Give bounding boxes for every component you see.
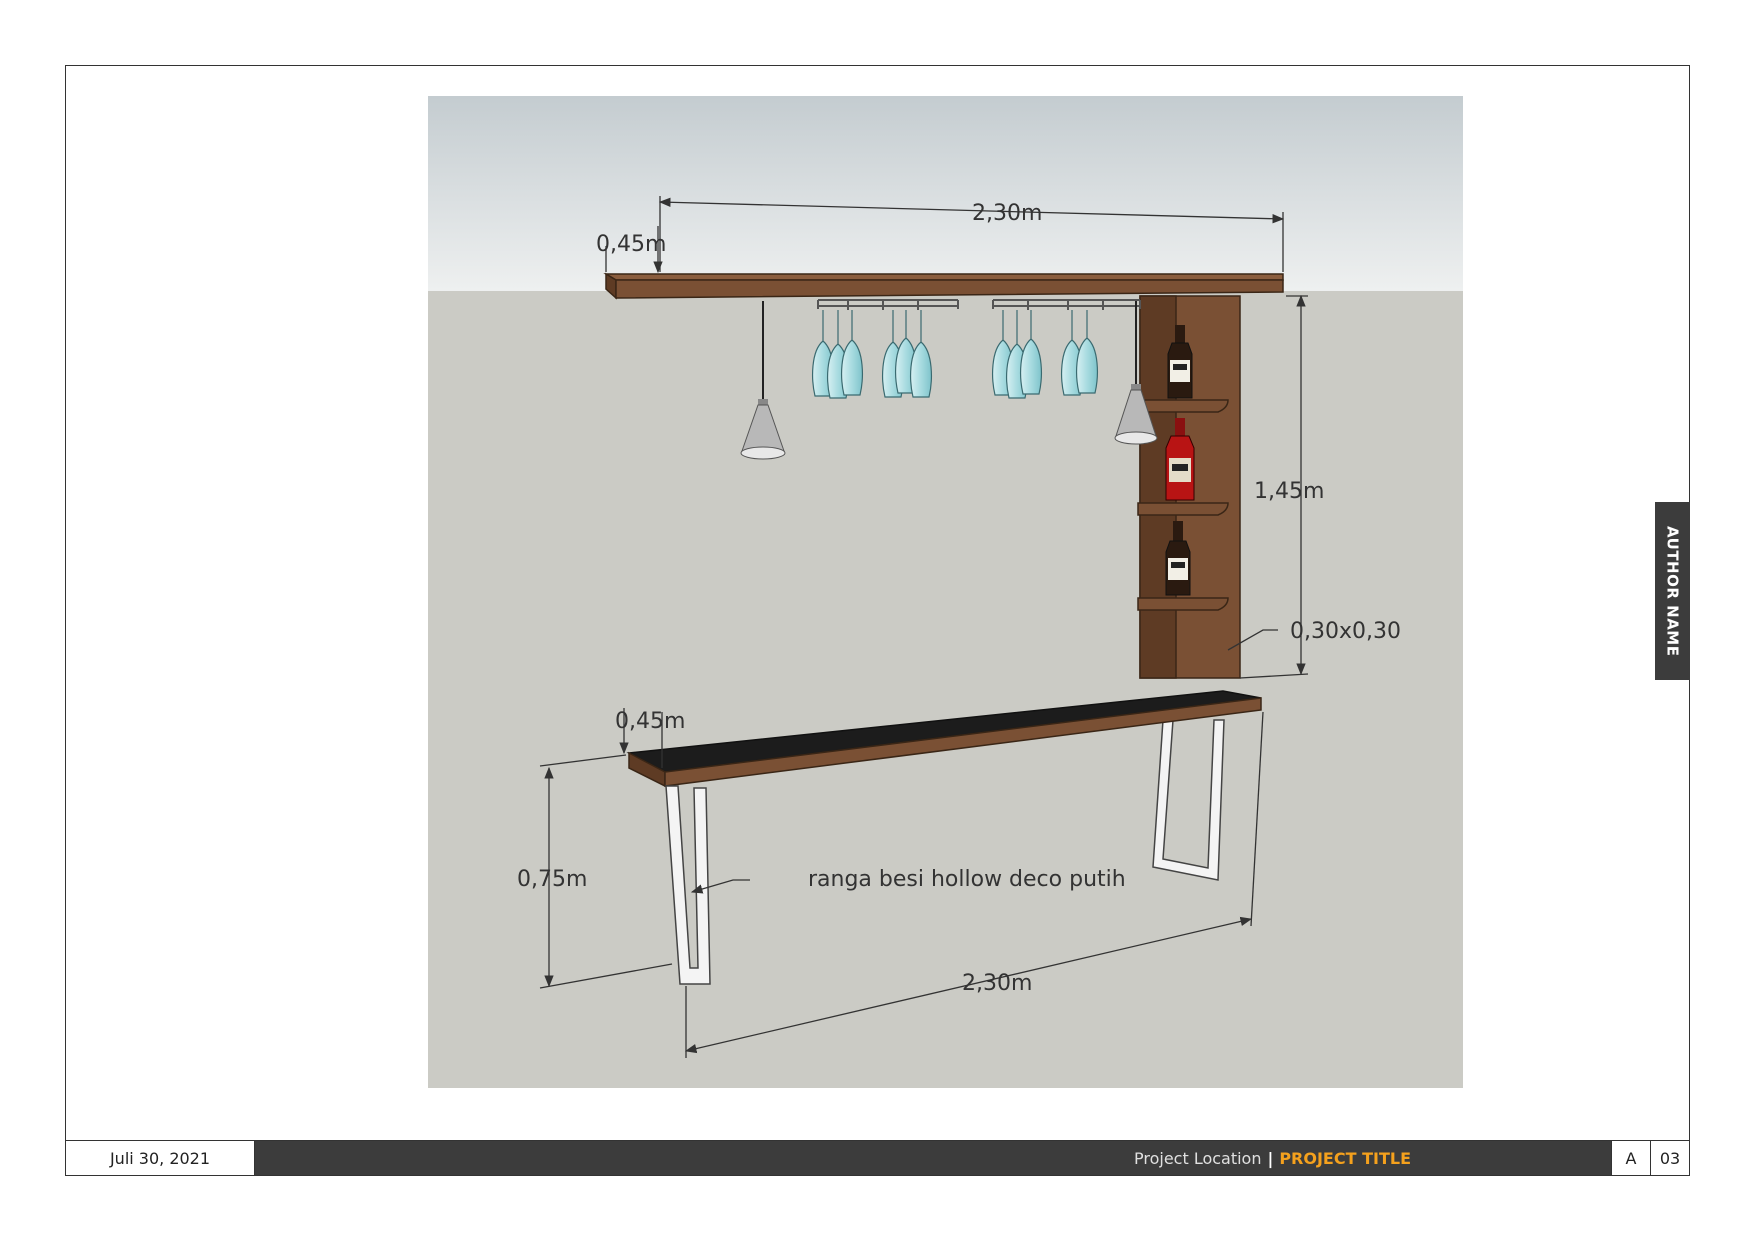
dim-table-depth: 0,45m	[615, 709, 686, 734]
render-viewport	[428, 96, 1463, 1088]
sheet-series: A	[1611, 1141, 1650, 1175]
project-title: PROJECT TITLE	[1279, 1148, 1411, 1168]
dim-table-height: 0,75m	[517, 867, 588, 892]
dim-table-length: 2,30m	[962, 971, 1033, 996]
frame-annotation: ranga besi hollow deco putih	[808, 867, 1126, 892]
dim-column-section: 0,30x0,30	[1290, 619, 1401, 644]
dim-top-length: 2,30m	[972, 201, 1043, 226]
project-location: Project Location	[1133, 1148, 1262, 1168]
title-block	[65, 1140, 1690, 1176]
project-info	[255, 1141, 1611, 1175]
author-name: AUTHOR NAME	[1663, 525, 1682, 657]
date-cell: Juli 30, 2021	[66, 1141, 255, 1175]
dim-top-depth: 0,45m	[596, 232, 667, 257]
wall-background	[428, 291, 1463, 1088]
sky-background	[428, 96, 1463, 291]
dim-column-height: 1,45m	[1254, 479, 1325, 504]
author-tab	[1655, 502, 1690, 680]
sheet-number: 03	[1650, 1141, 1689, 1175]
title-separator: |	[1267, 1148, 1274, 1168]
